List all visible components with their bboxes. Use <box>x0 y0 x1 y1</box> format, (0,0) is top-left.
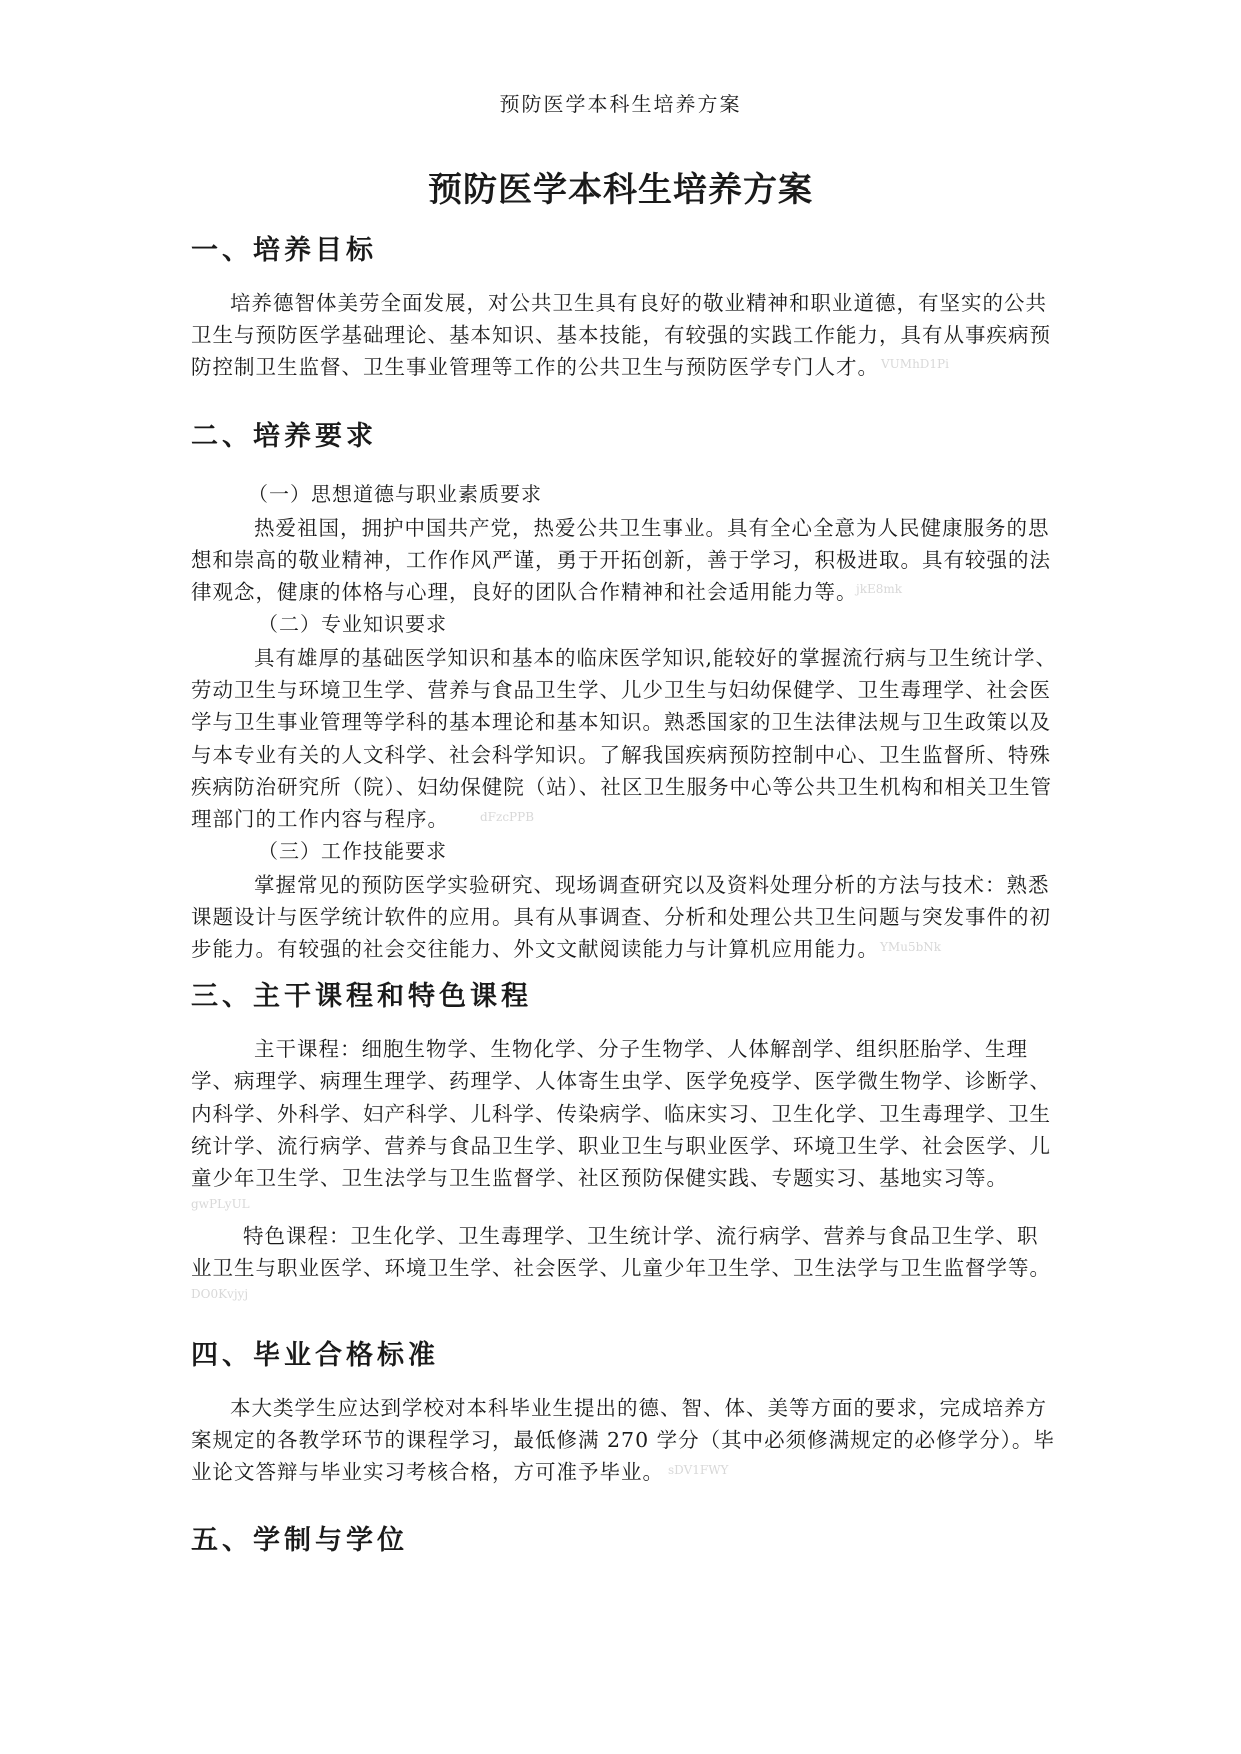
watermark-code: YMu5bNk <box>880 940 942 954</box>
paragraph-line: 统计学、流行病学、营养与食品卫生学、职业卫生与职业医学、环境卫生学、社会医学、儿 <box>191 1134 1051 1158</box>
watermark-code: sDV1FWY <box>668 1463 729 1477</box>
watermark-code: dFzcPPB <box>480 810 535 824</box>
paragraph-line: 课题设计与医学统计软件的应用。具有从事调查、分析和处理公共卫生问题与突发事件的初 <box>191 905 1051 929</box>
paragraph-line: 培养德智体美劳全面发展，对公共卫生具有良好的敬业精神和职业道德，有坚实的公共 <box>230 291 1047 315</box>
section-heading-graduation: 四、毕业合格标准 <box>191 1340 439 1371</box>
paragraph-line: 案规定的各教学环节的课程学习，最低修满 270 学分（其中必须修满规定的必修学分）。毕 <box>191 1428 1055 1452</box>
paragraph-line: 热爱祖国，拥护中国共产党，热爱公共卫生事业。具有全心全意为人民健康服务的思 <box>254 516 1050 540</box>
paragraph-line: 卫生与预防医学基础理论、基本知识、基本技能，有较强的实践工作能力，具有从事疾病预 <box>191 323 1051 347</box>
watermark-code: VUMhD1Pi <box>881 357 949 371</box>
paragraph-line: 防控制卫生监督、卫生事业管理等工作的公共卫生与预防医学专门人才。 <box>191 355 879 379</box>
paragraph-line: 特色课程：卫生化学、卫生毒理学、卫生统计学、流行病学、营养与食品卫生学、职 <box>243 1224 1039 1248</box>
paragraph-line: 学与卫生事业管理等学科的基本理论和基本知识。熟悉国家的卫生法律法规与卫生政策以及 <box>191 710 1051 734</box>
paragraph-line: 具有雄厚的基础医学知识和基本的临床医学知识,能较好的掌握流行病与卫生统计学、 <box>254 646 1058 670</box>
paragraph-line: 童少年卫生学、卫生法学与卫生监督学、社区预防保健实践、专题实习、基地实习等。 <box>191 1166 1008 1190</box>
paragraph-line: 学、病理学、病理生理学、药理学、人体寄生虫学、医学免疫学、医学微生物学、诊断学、 <box>191 1069 1051 1093</box>
watermark-code: gwPLyUL <box>191 1197 250 1211</box>
paragraph-line: 劳动卫生与环境卫生学、营养与食品卫生学、儿少卫生与妇幼保健学、卫生毒理学、社会医 <box>191 678 1051 702</box>
paragraph-line: 与本专业有关的人文科学、社会科学知识。了解我国疾病预防控制中心、卫生监督所、特殊 <box>191 743 1051 767</box>
paragraph-line: 本大类学生应达到学校对本科毕业生提出的德、智、体、美等方面的要求，完成培养方 <box>230 1396 1047 1420</box>
subsection-title: （二）专业知识要求 <box>258 612 447 636</box>
subsection-title: （三）工作技能要求 <box>258 839 447 863</box>
paragraph-line: 内科学、外科学、妇产科学、儿科学、传染病学、临床实习、卫生化学、卫生毒理学、卫生 <box>191 1102 1051 1126</box>
paragraph-line: 想和崇高的敬业精神，工作作风严谨，勇于开拓创新，善于学习，积极进取。具有较强的法 <box>191 548 1051 572</box>
subsection-title: （一）思想道德与职业素质要求 <box>248 482 542 506</box>
paragraph-line: 掌握常见的预防医学实验研究、现场调查研究以及资料处理分析的方法与技术：熟悉 <box>254 873 1050 897</box>
section-heading-requirements: 二、培养要求 <box>191 421 377 452</box>
paragraph-line: 业论文答辩与毕业实习考核合格，方可准予毕业。 <box>191 1460 664 1484</box>
paragraph-line: 理部门的工作内容与程序。 <box>191 807 449 831</box>
paragraph-line: 步能力。有较强的社会交往能力、外文文献阅读能力与计算机应用能力。 <box>191 937 879 961</box>
section-heading-degree: 五、学制与学位 <box>191 1525 408 1556</box>
paragraph-line: 主干课程：细胞生物学、生物化学、分子生物学、人体解剖学、组织胚胎学、生理 <box>254 1037 1028 1061</box>
paragraph-line: 业卫生与职业医学、环境卫生学、社会医学、儿童少年卫生学、卫生法学与卫生监督学等。 <box>191 1256 1051 1280</box>
watermark-code: DO0Kvjyj <box>191 1287 249 1301</box>
document-title: 预防医学本科生培养方案 <box>428 170 813 210</box>
paragraph-line: 疾病防治研究所（院）、妇幼保健院（站）、社区卫生服务中心等公共卫生机构和相关卫生管 <box>191 775 1052 799</box>
watermark-code: jkE8mk <box>856 582 903 596</box>
section-heading-courses: 三、主干课程和特色课程 <box>191 981 532 1012</box>
paragraph-line: 律观念，健康的体格与心理，良好的团队合作精神和社会适用能力等。 <box>191 580 858 604</box>
section-heading-goals: 一、培养目标 <box>191 235 377 266</box>
running-header: 预防医学本科生培养方案 <box>499 92 742 116</box>
